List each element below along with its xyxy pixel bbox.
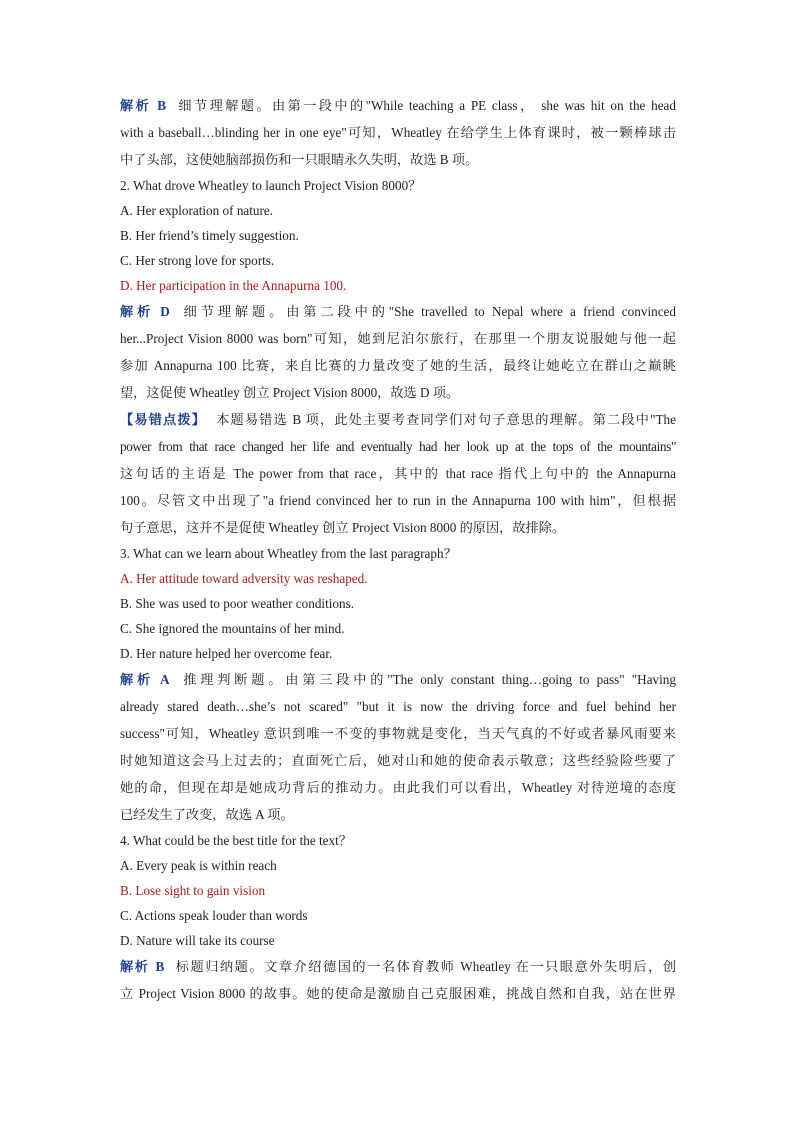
option-d: D. Nature will take its course	[120, 933, 275, 948]
option-b-correct: B. Lose sight to gain vision	[120, 883, 266, 898]
analysis-text: 标题归纳题。文章介绍德国的一名体育教师 Wheatley 在一只眼意外失明后，创	[174, 959, 677, 974]
analysis-block	[120, 298, 676, 406]
analysis-label: 解析	[120, 959, 150, 974]
analysis-line: 时她知道这会马上过去的；直面死亡后，她对山和她的使命表示敬意；这些经验险些要了	[120, 753, 676, 768]
option-a: A. Every peak is within reach	[120, 858, 277, 873]
analysis-text: 细节理解题。由第二段中的"She travelled to Nepal where a friend convinced	[179, 304, 677, 319]
analysis-block	[120, 666, 676, 828]
analysis-block	[120, 953, 676, 1007]
option-b: B. Her friend’s timely suggestion.	[120, 228, 299, 243]
analysis-text: 细节理解题。由第一段中的"While teaching a PE class， she was hit on the head	[176, 98, 677, 113]
tip-text: 本题易错选 B 项，此处主要考查同学们对句子意思的理解。第二段中"The	[216, 412, 676, 427]
analysis-line	[120, 953, 676, 980]
question-text: 3. What can we learn about Wheatley from the last paragraph？	[120, 546, 457, 561]
option-a: A. Her exploration of nature.	[120, 203, 274, 218]
analysis-line: 已经发生了改变，故选 A 项。	[120, 807, 294, 822]
tip-line: power from that race changed her life and eventually had her look up at the tops of the mountains"	[120, 439, 676, 454]
analysis-line: 她的命，但现在却是她成功背后的推动力。由此我们可以看出，Wheatley 对待逆境的态度	[120, 780, 676, 795]
analysis-label: 解析	[120, 304, 155, 319]
question-block	[120, 828, 676, 953]
option-a-correct: A. Her attitude toward adversity was reshaped.	[120, 571, 368, 586]
answer-letter: B	[155, 959, 165, 974]
tip-label: 【易错点拨】	[120, 412, 207, 427]
option-c: C. Her strong love for sports.	[120, 253, 275, 268]
analysis-line: with a baseball…blinding her in one eye"可知，Wheatley 在给学生上体育课时，被一颗棒球击	[120, 125, 676, 140]
tip-line	[120, 406, 676, 433]
tip-line: 100。尽管文中出现了"a friend convinced her to run in the Annapurna 100 with him"，但根据	[120, 493, 676, 508]
analysis-line: 参加 Annapurna 100 比赛，来自比赛的力量改变了她的生活，最终让她屹立在群山之巅眺	[120, 358, 676, 373]
analysis-label: 解析	[120, 98, 152, 113]
question-block	[120, 541, 676, 666]
tip-block	[120, 406, 676, 541]
tip-line: 句子意思，这并不是促使 Wheatley 创立 Project Vision 8000 的原因，故排除。	[120, 520, 566, 535]
option-c: C. She ignored the mountains of her mind.	[120, 621, 345, 636]
analysis-line	[120, 298, 676, 325]
analysis-line: already stared death…she’s not scared" "but it is now the driving force and fuel behind her	[120, 699, 676, 714]
document-page	[120, 92, 676, 1007]
option-c: C. Actions speak louder than words	[120, 908, 308, 923]
question-text: 2. What drove Wheatley to launch Project Vision 8000？	[120, 178, 422, 193]
analysis-block	[120, 92, 676, 173]
tip-line: 这句话的主语是 The power from that race，其中的 that race 指代上句中的 the Annapurna	[120, 466, 676, 481]
analysis-line	[120, 666, 676, 693]
option-d-correct: D. Her participation in the Annapurna 100.	[120, 278, 347, 293]
analysis-line: her...Project Vision 8000 was born"可知，她到尼泊尔旅行，在那里一个朋友说服她与他一起	[120, 331, 676, 346]
analysis-text: 推理判断题。由第三段中的"The only constant thing…going to pass" "Having	[179, 672, 676, 687]
answer-letter: B	[157, 98, 166, 113]
question-text: 4. What could be the best title for the text？	[120, 833, 352, 848]
analysis-label: 解析	[120, 672, 154, 687]
option-d: D. Her nature helped her overcome fear.	[120, 646, 333, 661]
analysis-line: 中了头部，这使她脑部损伤和一只眼睛永久失明，故选 B 项。	[120, 152, 479, 167]
question-block	[120, 173, 676, 298]
analysis-line: success"可知，Wheatley 意识到唯一不变的事物就是变化，当天气真的不好或者暴风雨要来	[120, 726, 676, 741]
analysis-line: 望，这促使 Wheatley 创立 Project Vision 8000，故选 D 项。	[120, 385, 460, 400]
answer-letter: A	[159, 672, 170, 687]
analysis-line	[120, 92, 676, 119]
analysis-line: 立 Project Vision 8000 的故事。她的使命是激励自己克服困难，挑战自然和自我，站在世界	[120, 986, 676, 1001]
answer-letter: D	[160, 304, 170, 319]
option-b: B. She was used to poor weather conditions.	[120, 596, 355, 611]
